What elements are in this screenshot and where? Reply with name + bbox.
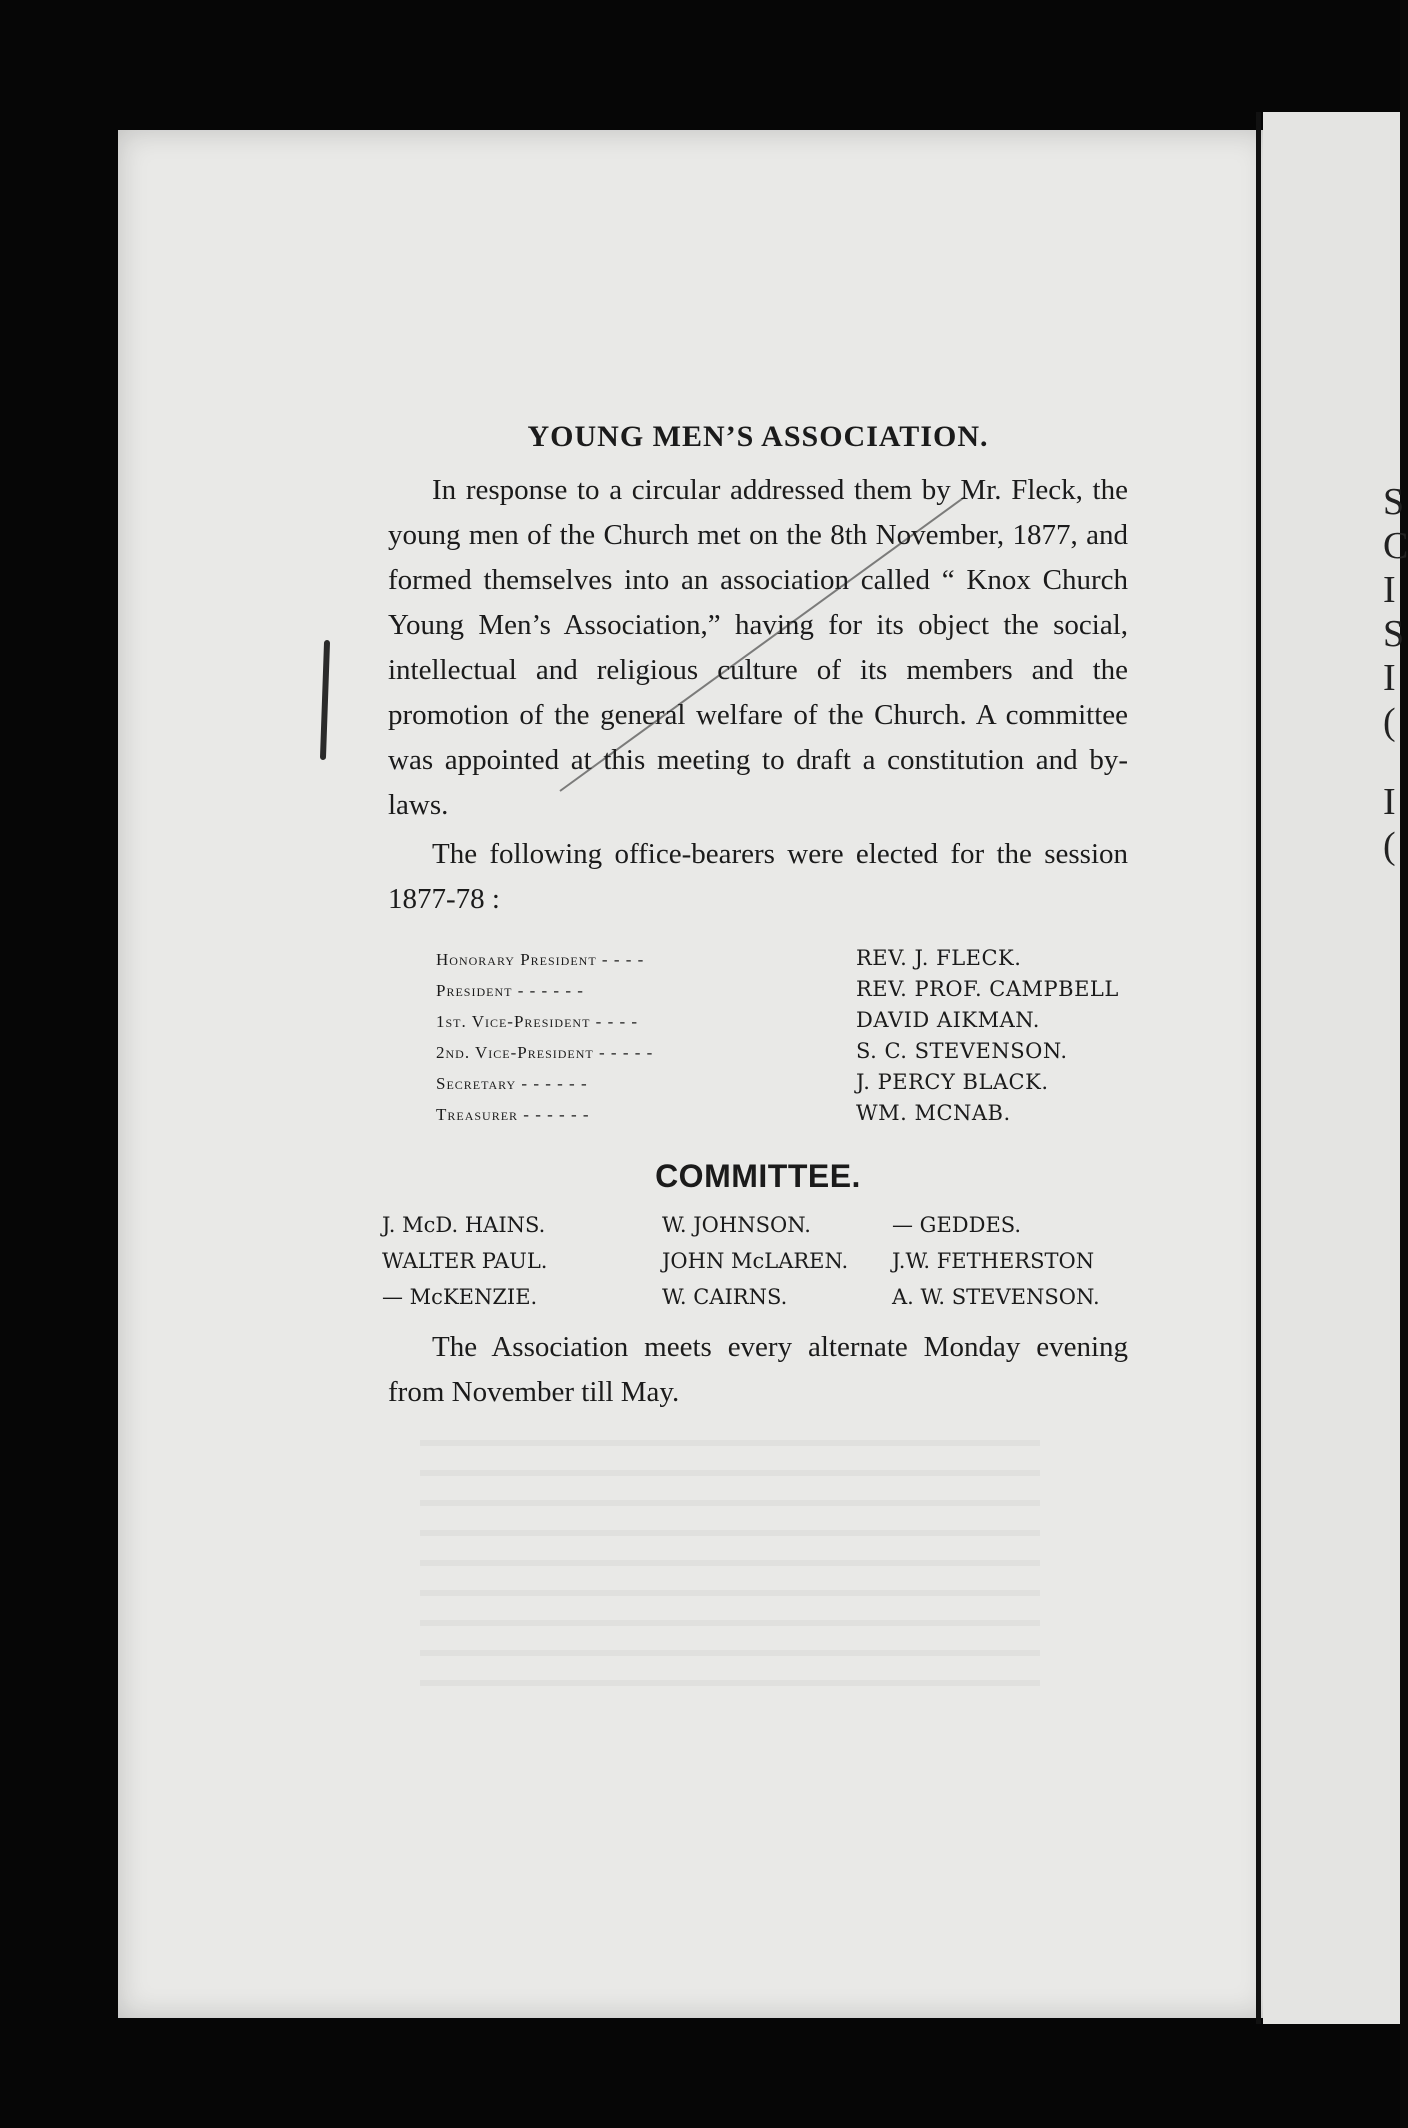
officer-name: REV. J. FLECK. <box>856 946 1022 970</box>
officer-role: 1st. Vice-President - - - - <box>436 1012 639 1031</box>
officer-name: S. C. STEVENSON. <box>856 1039 1068 1063</box>
edge-letter: S <box>1383 481 1405 523</box>
officer-name: DAVID AIKMAN. <box>856 1008 1040 1032</box>
committee-member: W. JOHNSON. <box>662 1213 811 1237</box>
edge-letter: I <box>1383 657 1396 699</box>
edge-letter: I <box>1383 569 1396 611</box>
officer-role: Treasurer - - - - - - <box>436 1105 590 1124</box>
closing-paragraph: The Association meets every alternate Monday evening from November till May. <box>388 1331 1128 1408</box>
committee-list <box>382 1209 1128 1313</box>
edge-letter: ( <box>1383 825 1396 867</box>
officer-row <box>436 946 1136 977</box>
committee-member: J. McD. HAINS. <box>382 1213 546 1237</box>
officers-intro-paragraph: The following office-bearers were elected for the session 1877-78 : <box>388 838 1128 915</box>
committee-member: — GEDDES. <box>892 1213 1022 1237</box>
officer-row <box>436 977 1136 1008</box>
show-through-text <box>420 1440 1040 1700</box>
committee-member: JOHN McLAREN. <box>662 1249 849 1273</box>
officer-row <box>436 1101 1136 1132</box>
intro-paragraph: In response to a circular addressed them by Mr. Fleck, the young men of the Church met on the 8th November, 1877, and formed themselves into an association called “ Knox Church Young Men’s Association,” having for its object the social, intellectual and religious culture of its members and the promotion of the general welfare of the Church. A committee was appointed at this meeting to draft a constitution and by-laws. <box>388 474 1128 821</box>
edge-letter: I <box>1383 781 1396 823</box>
officer-role: Honorary President - - - - <box>436 950 645 969</box>
committee-member: — McKENZIE. <box>382 1285 538 1309</box>
officer-name: J. PERCY BLACK. <box>856 1070 1049 1094</box>
edge-letter: ( <box>1383 701 1396 743</box>
document-title: YOUNG MEN’S ASSOCIATION. <box>527 420 989 453</box>
facing-page-edge <box>1263 112 1408 2024</box>
committee-heading: COMMITTEE. <box>655 1158 861 1194</box>
officer-row <box>436 1039 1136 1070</box>
officer-row <box>436 1070 1136 1101</box>
committee-member: A. W. STEVENSON. <box>892 1285 1100 1309</box>
officer-row <box>436 1008 1136 1039</box>
document-body <box>382 420 1128 1415</box>
page-spine <box>1256 112 1261 2024</box>
officer-role: Secretary - - - - - - <box>436 1074 588 1093</box>
committee-member: W. CAIRNS. <box>662 1285 788 1309</box>
officer-name: WM. MCNAB. <box>856 1101 1011 1125</box>
officer-name: REV. PROF. CAMPBELL <box>856 977 1119 1001</box>
officer-role: 2nd. Vice-President - - - - - <box>436 1043 654 1062</box>
edge-letter: S <box>1383 613 1405 655</box>
edge-letter: C <box>1383 525 1408 567</box>
committee-member: WALTER PAUL. <box>382 1249 548 1273</box>
committee-member: J.W. FETHERSTON <box>892 1249 1095 1273</box>
officer-role: President - - - - - - <box>436 981 584 1000</box>
officers-list <box>436 946 1136 1132</box>
